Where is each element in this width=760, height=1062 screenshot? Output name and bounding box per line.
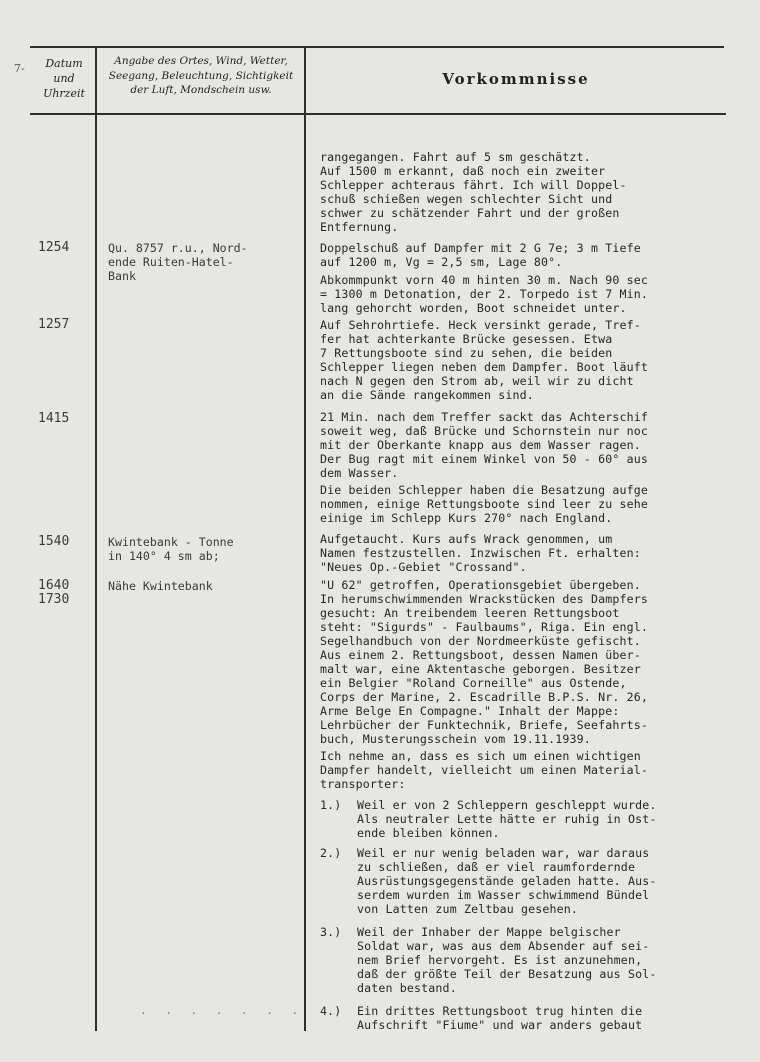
entry-line: gesucht: An treibendem leeren Rettungsboot <box>320 606 620 620</box>
time-entry: 1640 <box>38 578 70 593</box>
entry-line: Auf Sehrohrtiefe. Heck versinkt gerade, Tref- <box>320 318 641 332</box>
entry-line: Dampfer handelt, vielleicht um einen Material- <box>320 763 648 777</box>
entry-line: Corps der Marine, 2. Escadrille B.P.S. Nr. 26, <box>320 690 648 704</box>
list-line: Weil er von 2 Schleppern geschleppt wurde. <box>357 798 657 812</box>
dotted-mark: . . . . . . . <box>140 1004 305 1017</box>
entry-line: Ich nehme an, dass es sich um einen wichtigen <box>320 749 641 763</box>
time-entry: 1254 <box>38 240 70 255</box>
list-line: von Latten zum Zeltbau gesehen. <box>357 902 579 916</box>
entry-line: einige im Schlepp Kurs 270° nach England. <box>320 511 613 525</box>
list-line: Weil der Inhaber der Mappe belgischer <box>357 925 621 939</box>
entry-line: auf 1200 m, Vg = 2,5 sm, Lage 80°. <box>320 255 563 269</box>
entry-line: an die Sände rangekommen sind. <box>320 388 534 402</box>
entry-line: Namen festzustellen. Inzwischen Ft. erhalten: <box>320 546 641 560</box>
list-line: daten bestand. <box>357 981 457 995</box>
list-number: 4.) <box>320 1004 342 1018</box>
list-number: 3.) <box>320 925 342 939</box>
place-entry: Kwintebank - Tonne in 140° 4 sm ab; <box>108 535 234 563</box>
time-entry: 1730 <box>38 592 70 607</box>
column-header-datum-text: Datum und Uhrzeit <box>43 57 85 100</box>
entry-line: dem Wasser. <box>320 466 399 480</box>
column-divider-1 <box>95 46 97 1031</box>
list-line: Weil er nur wenig beladen war, war daraus <box>357 846 650 860</box>
column-header-angabe-text: Angabe des Ortes, Wind, Wetter, Seegang, Beleuchtung, Sichtigkeit der Luft, Mondschein usw. <box>108 55 294 96</box>
entry-line: steht: "Sigurds" - Faulbaums", Riga. Ein engl. <box>320 620 648 634</box>
entry-line: schwer zu schätzender Fahrt und der großen <box>320 206 620 220</box>
header-top-rule <box>30 46 724 48</box>
entry-line: Doppelschuß auf Dampfer mit 2 G 7e; 3 m Tiefe <box>320 241 641 255</box>
entry-line: 7 Rettungsboote sind zu sehen, die beiden <box>320 346 613 360</box>
entry-line: buch, Musterungsschein vom 19.11.1939. <box>320 732 591 746</box>
entry-line: Abkommpunkt vorn 40 m hinten 30 m. Nach 90 sec <box>320 273 648 287</box>
time-entry: 1257 <box>38 317 70 332</box>
column-divider-2 <box>304 46 306 1031</box>
entry-line: schuß schießen wegen schlechter Sicht und <box>320 192 613 206</box>
list-line: nem Brief hervorgeht. Es ist anzunehmen, <box>357 953 643 967</box>
entry-line: In herumschwimmenden Wrackstücken des Dampfers <box>320 592 648 606</box>
entry-line: = 1300 m Detonation, der 2. Torpedo ist 7 Min. <box>320 287 648 301</box>
page-mark: 7- <box>14 62 25 75</box>
column-header-datum <box>33 56 95 101</box>
entry-line: nach N gegen den Strom ab, weil wir zu dicht <box>320 374 634 388</box>
entry-line: Die beiden Schlepper haben die Besatzung aufge <box>320 483 648 497</box>
entry-line: transporter: <box>320 777 406 791</box>
entry-line: ein Belgier "Roland Corneille" aus Ostende, <box>320 676 627 690</box>
entry-line: 21 Min. nach dem Treffer sackt das Achterschif <box>320 410 648 424</box>
list-line: ende bleiben können. <box>357 826 500 840</box>
entry-line: lang gehorcht worden, Boot schneidet unter. <box>320 301 627 315</box>
entry-line: Der Bug ragt mit einem Winkel von 50 - 60° aus <box>320 452 648 466</box>
list-line: Ein drittes Rettungsboot trug hinten die <box>357 1004 643 1018</box>
entry-line: Entfernung. <box>320 220 399 234</box>
entry-line: Segelhandbuch von der Nordmeerküste gefischt. <box>320 634 641 648</box>
entry-line: fer hat achterkante Brücke gesessen. Etwa <box>320 332 613 346</box>
entry-line: malt war, eine Aktentasche geborgen. Besitzer <box>320 662 641 676</box>
list-line: serdem wurden im Wasser schwimmend Bündel <box>357 888 650 902</box>
entry-line: Auf 1500 m erkannt, daß noch ein zweiter <box>320 164 606 178</box>
entry-line: Aufgetaucht. Kurs aufs Wrack genommen, um <box>320 532 613 546</box>
entry-line: rangegangen. Fahrt auf 5 sm geschätzt. <box>320 150 591 164</box>
entry-line: Arme Belge En Compagne." Inhalt der Mappe: <box>320 704 620 718</box>
entry-line: soweit weg, daß Brücke und Schornstein nur noc <box>320 424 648 438</box>
list-line: Als neutraler Lette hätte er ruhig in Ost- <box>357 812 657 826</box>
entry-line: Lehrbücher der Funktechnik, Briefe, Seefahrts- <box>320 718 648 732</box>
place-entry: Nähe Kwintebank <box>108 579 213 593</box>
list-line: zu schließen, daß er viel raumfordernde <box>357 860 636 874</box>
list-line: Ausrüstungsgegenstände geladen hatte. Aus- <box>357 874 657 888</box>
entry-line: "U 62" getroffen, Operationsgebiet übergeben. <box>320 578 641 592</box>
list-line: Aufschrift "Fiume" und war anders gebaut <box>357 1018 643 1032</box>
entry-line: nommen, einige Rettungsboote sind leer zu sehe <box>320 497 648 511</box>
time-entry: 1540 <box>38 534 70 549</box>
entry-line: "Neues Op.-Gebiet "Crossand". <box>320 560 527 574</box>
header-bottom-rule <box>30 113 726 115</box>
column-header-angabe <box>98 54 304 98</box>
list-number: 2.) <box>320 846 342 860</box>
entry-line: Schlepper achteraus fährt. Ich will Doppel- <box>320 178 627 192</box>
entry-line: Schlepper liegen neben dem Dampfer. Boot läuft <box>320 360 648 374</box>
list-line: daß der größte Teil der Besatzung aus Sol- <box>357 967 657 981</box>
entry-line: mit der Oberkante knapp aus dem Wasser ragen. <box>320 438 641 452</box>
list-line: Soldat war, was aus dem Absender auf sei- <box>357 939 650 953</box>
time-entry: 1415 <box>38 411 70 426</box>
list-number: 1.) <box>320 798 342 812</box>
column-header-vorkommnisse: Vorkommnisse <box>442 70 590 88</box>
place-entry: Qu. 8757 r.u., Nord- ende Ruiten-Hatel- Bank <box>108 241 248 283</box>
entry-line: Aus einem 2. Rettungsboot, dessen Namen über- <box>320 648 641 662</box>
